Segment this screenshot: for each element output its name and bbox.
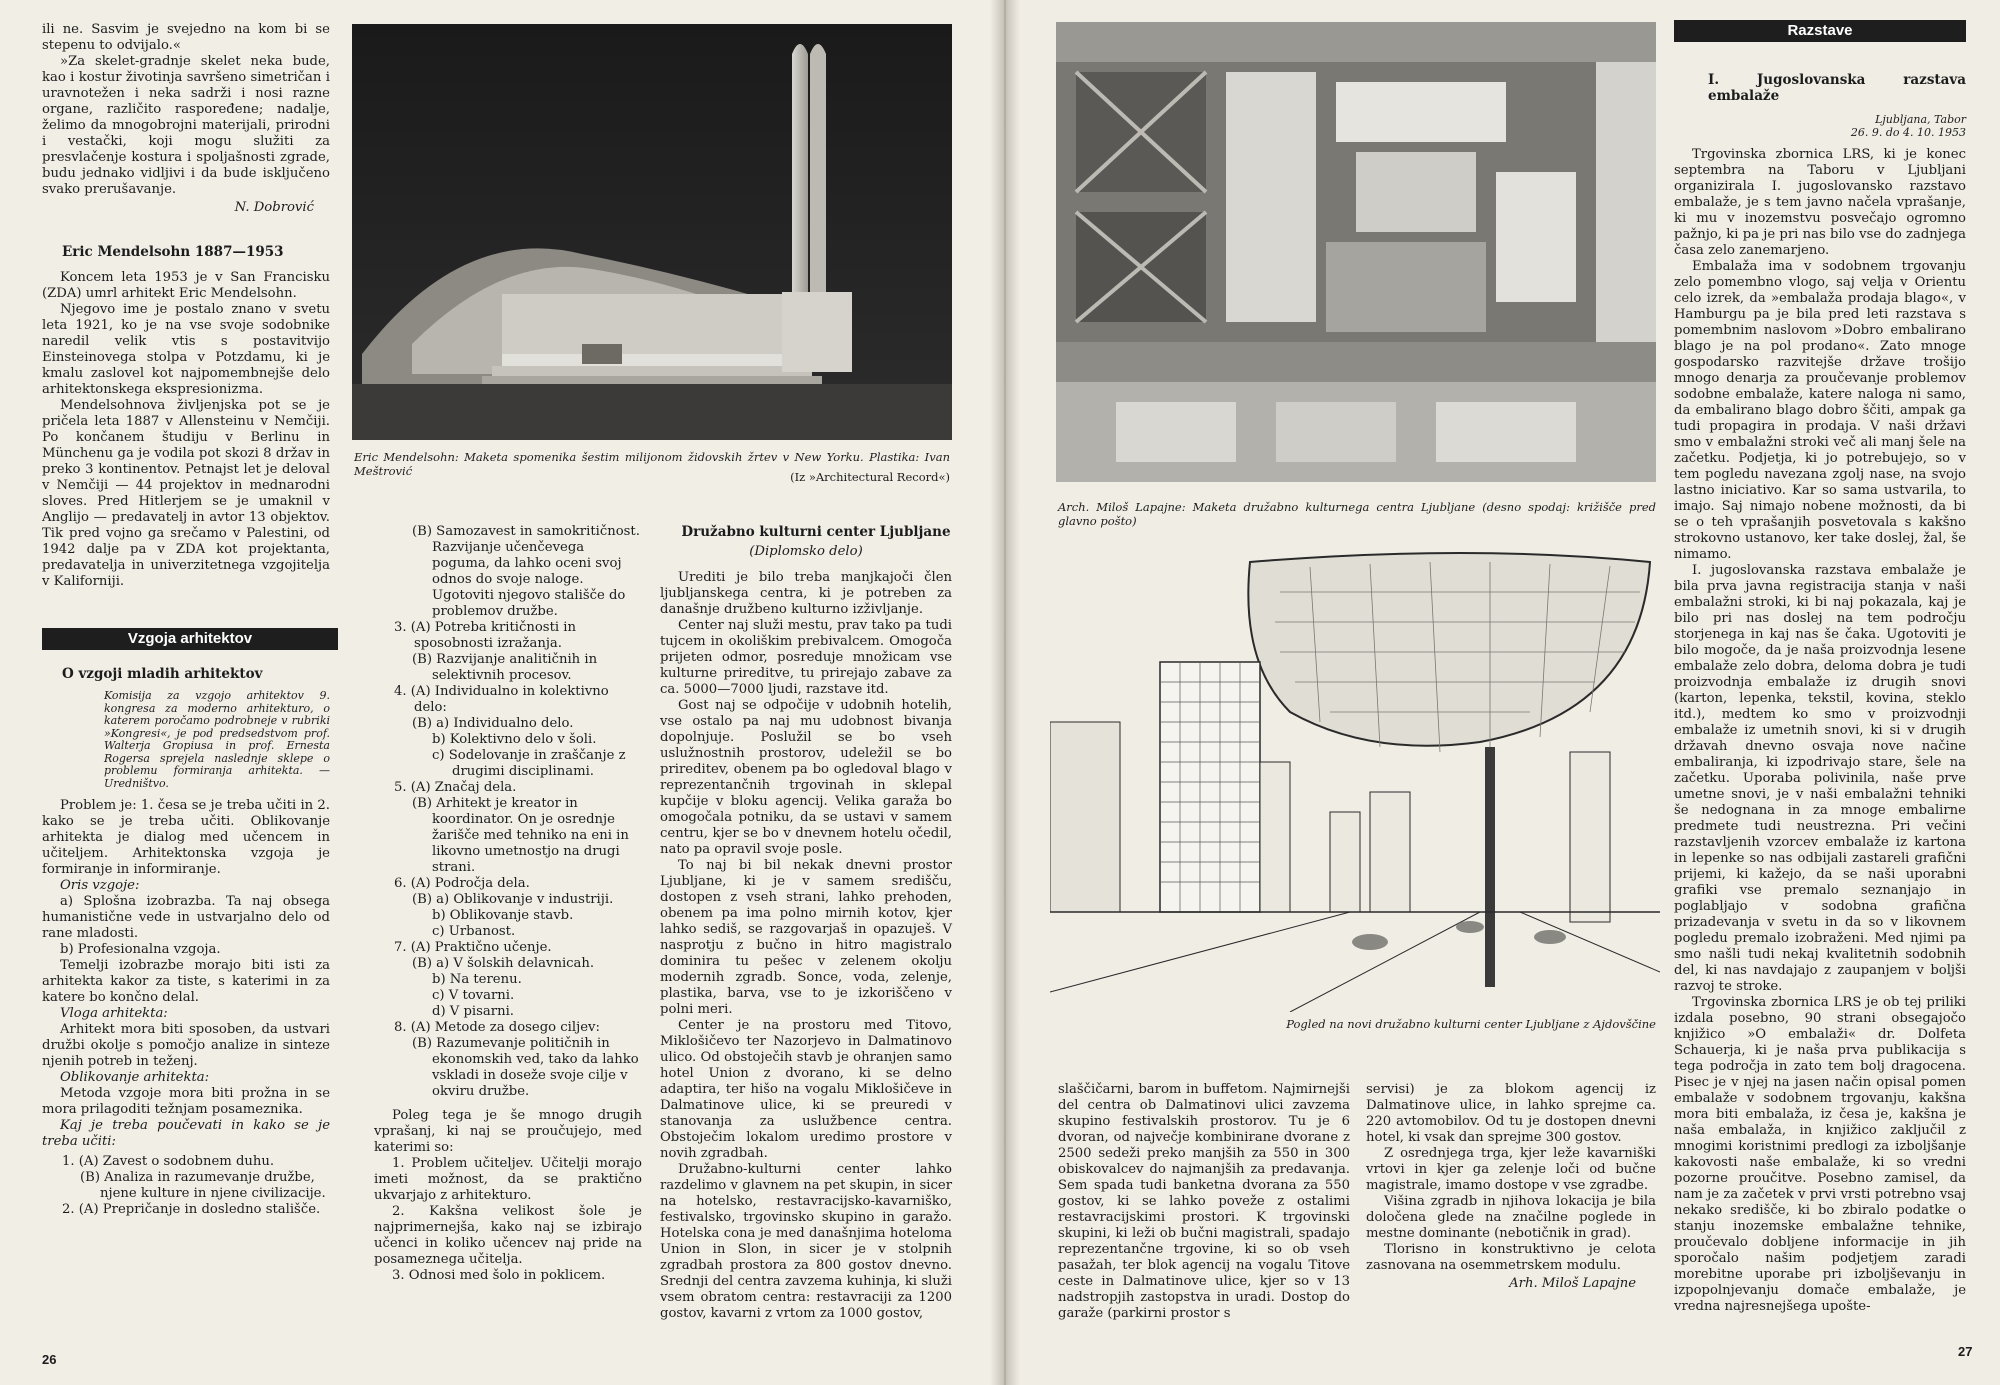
list-item: c) Urbanost.	[432, 924, 516, 939]
col2-after-para-4: 3. Odnosi med šolo in poklicem.	[392, 1268, 606, 1283]
list-item: (B) a) Oblikovanje v industriji.	[412, 892, 614, 907]
list-item: b) Oblikovanje stavb.	[432, 908, 574, 923]
col2-after-para-1: Poleg tega je še mnogo drugih vprašanj, ki naj se proučujejo, med katerimi so:	[374, 1108, 642, 1155]
left-column-1	[42, 22, 330, 1218]
page-number-right: 27	[1958, 1344, 1973, 1359]
razstave-para-2: Embalaža ima v sodobnem trgovanju zelo pomembno vlogo, saj velja v Orientu celo izrek, da »embalaža prodaja blago«, v Hamburgu pa je bila pred leti razstava s pomembnim naslovom »Dobro embalirano blago je na pol prodano«. Zato mnoge gospodarsko razvitejše države trošijo mnogo denarja za proučevanje problemov sodobne embalaže, katere naloga ni samo, da embalirano blago dobro ščiti, ampak ga tudi propagira in prodaja. V naši državi smo v embalažni stroki več ali manj šele na začetku. Podjetja, ki jo potrebujejo, so v tem pogledu navezana zgolj nase, na svojo lastno iniciativo. Kar so sama ustvarila, to imajo. Saj nimajo nobene možnosti, da bi se o teh vprašanjih posvetovala s kakšno strokovno ustanovo, ker take doslej, žal, še nimamo.	[1674, 259, 1966, 562]
oris-a: a) Splošna izobrazba. Ta naj obsega humanistične vede in ustvarjalno delo od rane mladosti.	[42, 894, 330, 941]
mendelsohn-para-2: Njegovo ime je postalo znano v svetu leta 1921, ko je na vse svoje sodobnike naredil velik vtis s postavitvijo Einsteinovega stolpa v Potzdamu, ki je kmalu zaslovel kot najpomembnejše delo arhitektonskega ekspresionizma.	[42, 302, 330, 397]
list-item: 4. (A) Individualno in kolektivno delo:	[394, 684, 609, 715]
intro-signature: N. Dobrović	[234, 200, 314, 215]
left-column-3	[660, 524, 952, 1322]
list-item: (B) Razvijanje analitičnih in selektivnih procesov.	[412, 652, 598, 683]
list-item: (B) a) Individualno delo.	[412, 716, 574, 731]
right-col2-signature: Arh. Miloš Lapajne	[1509, 1276, 1636, 1291]
vzgoja-list-start	[42, 1154, 330, 1218]
page-number-left: 26	[42, 1352, 57, 1367]
list-item: (B) Samozavest in samokritičnost. Razvijanje učenčevega poguma, da lahko oceni svoj odnos do svoje naloge. Ugotoviti njegovo stališče do problemov družbe.	[412, 524, 640, 619]
list-item: 6. (A) Področja dela.	[394, 876, 530, 891]
aerial-photo-caption: Arch. Miloš Lapajne: Maketa družabno kulturnega centra Ljubljane (desno spodaj: križišče pred glavno pošto)	[1058, 500, 1656, 528]
list-item: 1. (A) Zavest o sodobnem duhu.	[62, 1154, 275, 1169]
vzgoja-para-3: Arhitekt mora biti sposoben, da ustvari družbi okolje s pomočjo analize in sinteze njenih potreb in teženj.	[42, 1022, 330, 1069]
monument-photo-caption: Eric Mendelsohn: Maketa spomenika šestim milijonom židovskih žrtev v New Yorku. Plastika: Ivan Meštrović	[354, 450, 950, 478]
col2-after-para-3: 2. Kakšna velikost šole je najprimernejša, kako naj se izbirajo učenci in koliko učencev naj pride na posameznega učitelja.	[374, 1204, 642, 1267]
section-bar-vzgoja: Vzgoja arhitektov	[42, 628, 338, 650]
col2-after-para-2: 1. Problem učiteljev. Učitelji morajo imeti možnost, da se praktično ukvarjajo z arhitekturo.	[374, 1156, 642, 1203]
right-page	[1000, 0, 2000, 1385]
list-item: 2. (A) Prepričanje in dosledno stališče.	[62, 1202, 321, 1217]
vzgoja-para-1: Problem je: 1. česa se je treba učiti in 2. kako se je treba učiti. Oblikovanje arhitekta je dialog med učencem in učiteljem. Arhitektonska vzgoja je formiranje in informiranje.	[42, 798, 330, 877]
list-item: c) V tovarni.	[432, 988, 515, 1003]
vzgoja-list-continued	[374, 524, 642, 1100]
right-col2-para-4: Tlorisno in konstruktivno je celota zasnovana na osemmetrskem modulu.	[1366, 1242, 1656, 1273]
razstave-place: Ljubljana, Tabor	[1875, 113, 1966, 126]
right-column-1	[1058, 1082, 1350, 1322]
vzgoja-heading: O vzgoji mladih arhitektov	[62, 666, 263, 682]
mendelsohn-para-1: Koncem leta 1953 je v San Francisku (ZDA) umrl arhitekt Eric Mendelsohn.	[42, 270, 330, 301]
list-item: 3. (A) Potreba kritičnosti in sposobnosti izražanja.	[394, 620, 576, 651]
vloga-label: Vloga arhitekta:	[60, 1006, 168, 1021]
section-bar-razstave: Razstave	[1674, 20, 1966, 42]
druzabno-subheading: (Diplomsko delo)	[749, 544, 863, 559]
druzabno-para-5: Center je na prostoru med Titovo, Miklošičevo ter Nazorjevo in Dalmatinovo ulico. Od obstoječih stavb je ohranjen samo hotel Union z dvorano, ki se delno adaptira, ter hišo na vogalu Miklošičeve in Dalmatinove ulice, ki se preuredi v stanovanja za uslužbence centra. Obstoječim lokalom uredimo prostore v novih zgradbah.	[660, 1018, 952, 1161]
list-item: (B) Arhitekt je kreator in koordinator. On je osrednje žarišče med tehniko na eni in likovno umetnostjo na drugi strani.	[412, 796, 629, 875]
left-column-2	[374, 524, 642, 1284]
druzabno-para-2: Center naj služi mestu, prav tako pa tudi tujcem in okoliškim prebivalcem. Omogoča prijeten odmor, posreduje množicam vse kulturne prireditve, tu prirejajo zabave za ca. 5000—7000 ljudi, razstave itd.	[660, 618, 952, 697]
list-item: 7. (A) Praktično učenje.	[394, 940, 552, 955]
kaj-label: Kaj je treba poučevati in kako se je treba učiti:	[42, 1118, 330, 1149]
vzgoja-para-4: Metoda vzgoje mora biti prožna in se mora prilagoditi težnjam posameznika.	[42, 1086, 330, 1117]
intro-para-2: »Za skelet-gradnje skelet neka bude, kao i kostur životinja savršeno simetričan i uravnotežen i neka sadrži i nosi razne organe, različito raspoređene; nadalje, želimo da mnogobrojni materijali, prirodni i vestački, koji mogu služiti za presvlačenje kostura i spoljašnosti zgrade, budu jednako vidljivi i da bude isključeno svako prerušavanje.	[42, 54, 330, 197]
monument-model-image	[352, 24, 952, 440]
aerial-model-photo	[1056, 22, 1656, 482]
list-item: (B) a) V šolskih delavnicah.	[412, 956, 595, 971]
list-item: b) Kolektivno delo v šoli.	[432, 732, 597, 747]
perspective-drawing	[1050, 552, 1660, 1012]
razstave-date: 26. 9. do 4. 10. 1953	[1850, 125, 1966, 139]
right-col2-para-3: Višina zgradb in njihova lokacija je bila določena glede na značilne poglede in mestne dominante (nebotičnik in grad).	[1366, 1194, 1656, 1241]
list-item: b) Na terenu.	[432, 972, 522, 987]
vzgoja-para-2: Temelji izobrazbe morajo biti isti za arhitekta kakor za tiste, s katerimi in za katere bo končno delal.	[42, 958, 330, 1005]
razstave-heading: I. Jugoslovanska razstava embalaže	[1708, 72, 1966, 104]
monument-photo-credit: (Iz »Architectural Record«)	[790, 470, 950, 484]
oblikovanje-label: Oblikovanje arhitekta:	[60, 1070, 210, 1085]
intro-para-1: ili ne. Sasvim je svejedno na kom bi se stepenu to odvijalo.«	[42, 22, 330, 53]
aerial-model-image	[1056, 22, 1656, 482]
right-col1-para: slaščičarni, barom in buffetom. Najmirnejši del centra ob Dalmatinovi ulici zavzema skupino festivalskih prostorov. Tu je 6 dvoran, od največje kombinirane dvorane z 2500 sedeži preko manjših za 550 in 300 obiskovalcev do najmanjših za predavanja. Sem spada tudi banketna dvorana za 550 gostov, ki se lahko poveže z ostalimi restavracijskimi prostori. K trgovinski skupini, ki leži ob bučni magistrali, spadajo reprezentančne trgovine, ki so ob vseh pasažah, ter blok agencij na vogalu Titove ceste in Dalmatinove ulice, kjer so v 13 nadstropjih zastopstva in uradi. Dostop do garaže (parkirni prostor s	[1058, 1082, 1350, 1321]
druzabno-para-6: Družabno-kulturni center lahko razdelimo v glavnem na pet skupin, in sicer na hotelsko, restavracijsko-kavarniško, festivalsko, trgovinsko skupino in garažo. Hotelska cona je med današnjima hoteloma Union in Slon, in sicer je v stolpnih zgradbah prostora za 800 gostov dnevno. Srednji del centra zavzema kuhinja, ki služi vsem obratom centra: restavraciji za 1200 gostov, kavarni z vrtom za 1000 gostov,	[660, 1162, 952, 1321]
list-item: (B) Analiza in razumevanje družbe, njene kulture in njene civilizacije.	[80, 1170, 326, 1201]
mendelsohn-heading: Eric Mendelsohn 1887—1953	[62, 244, 284, 260]
monument-model-photo	[352, 24, 952, 440]
razstave-para-3: I. jugoslovanska razstava embalaže je bila prva javna registracija stanja v naši embalažni stroki, ki bi naj pokazala, kaj je bilo pri nas doslej na tem področju storjenega in kaj nas še čaka. Ugotoviti je bilo mogoče, da je naša proizvodnja lesene embalaže zelo dobra, deloma dobra je tudi proizvodnja embalaže iz drugih snovi (karton, lepenka, tekstil, kovina, steklo itd.), medtem ko smo v proizvodnji embalaže iz umetnih snovi, ki si v drugih državah dnevno osvaja nove načine embaliranja, ki izpodrivajo stare, šele na začetku. Uporaba polivinila, naše prve umetne snovi, je v naši embalažni tehniki še nedognana in za mnoge embalirne predmete tudi neustrezna. Pri večini razstavljenih vzorcev embalaže iz kartona in lepenke so nas odbijali zastareli grafični prijemi, ki kažejo, da se naši uporabni grafiki vse premalo seznanjajo in poglabljajo v sodobna grafična prizadevanja v svetu in da so v likovnem pogledu premalo izobraženi. Med njimi pa smo našli tudi nekaj kvalitetnih sodobnih del, ki nas navdajajo z zaupanjem v boljši razvoj te stroke.	[1674, 563, 1966, 994]
drawing-caption: Pogled na novi družabno kulturni center Ljubljane z Ajdovščine	[1286, 1017, 1656, 1031]
oris-b: b) Profesionalna vzgoja.	[60, 942, 221, 957]
list-item: c) Sodelovanje in zraščanje z drugimi disciplinami.	[432, 748, 626, 779]
druzabno-heading: Družabno kulturni center Ljubljane	[681, 524, 951, 540]
razstave-para-4: Trgovinska zbornica LRS je ob tej priliki izdala posebno, 90 strani obsegajočo knjižico »O embalaži« dr. Dolfeta Schauerja, ki je naša prva publikacija s tega področja in zato tem bolj dragocena. Pisec je v njej na jasen način opisal pomen embalaže v sodobnem trgovanju, kakšna mora biti embalaža, iz česa je, kakšna je naša embalaža, in knjižico zaključil z mnogimi koristnimi predlogi za izboljšanje kakovosti naše embalaže, ki so vredni pozorne proučitve. Posebno zamisel, da nam je za začetek v prvi vrsti potrebno vsaj nekako središče, ki bo zbiralo podatke o stanju inozemske embalažne tehnike, proučevalo dobljene informacije in jih sporočalo našim podjetjem zaradi morebitne uporabe pri izboljševanju in izpopolnjevanju domače embalaže, je vredna najresnejšega upošte-	[1674, 995, 1966, 1314]
list-item: d) V pisarni.	[432, 1004, 514, 1019]
right-column-3	[1674, 20, 1966, 1315]
right-col2-para-2: Z osrednjega trga, kjer leže kavarniški vrtovi in kjer ga zelenje loči od bučne magistrale, imamo dostope v vse zgradbe.	[1366, 1146, 1656, 1193]
perspective-drawing-image	[1050, 552, 1660, 1012]
list-item: 8. (A) Metode za dosego ciljev:	[394, 1020, 600, 1035]
druzabno-para-4: To naj bi bil nekak dnevni prostor Ljubljane, ki je v samem središču, dostopen z vseh strani, lahko prehoden, obenem pa ima polno mirnih kotov, kjer lahko sediš, se razgovarjaš in opazuješ. V nasprotju z bučno in hitro magistralo dominira tu pešec v zelenem okolju modernih zgradb. Sonce, voda, zelenje, plastika, barva, vse to je izkoriščeno v polni meri.	[660, 858, 952, 1017]
book-gutter	[990, 0, 1020, 1385]
right-column-2	[1366, 1082, 1656, 1292]
razstave-para-1: Trgovinska zbornica LRS, ki je konec septembra na Taboru v Ljubljani organizirala I. jugoslovansko razstavo embalaže, je s tem javno načela vprašanje, ki mu v inozemstvu posvečajo ogromno pažnjo, ki pa je pri nas bilo vse do zadnjega časa zelo zanemarjeno.	[1674, 147, 1966, 258]
vzgoja-intro-note: Komisija za vzgojo arhitektov 9. kongresa za moderno arhitekturo, o katerem poročamo podrobneje v rubriki »Kongresi«, je pod predsedstvom prof. Walterja Gropiusa in prof. Ernesta Rogersa sprejela naslednje sklepe o problemu formiranja arhitekta. — Uredništvo.	[104, 689, 330, 790]
mendelsohn-para-3: Mendelsohnova življenjska pot se je pričela leta 1887 v Allensteinu v Nemčiji. Po končanem študiju v Berlinu in Münchenu ga je vodila pot skozi 8 držav in preko 3 kontinentov. Petnajst let je deloval v Nemčiji — 44 projektov in mednarodni sloves. Pred Hitlerjem se je umaknil v Anglijo — predavatelj in avtor 13 objektov. Tik pred vojno ga srečamo v Palestini, od 1942 dalje pa v ZDA kot projektanta, predavatelja in univerzitetnega vzgojitelja v Kaliforniji.	[42, 398, 330, 589]
list-item: 5. (A) Značaj dela.	[394, 780, 517, 795]
druzabno-para-3: Gost naj se odpočije v udobnih hotelih, vse ostalo pa naj mu udobnost bivanja dopolnjuje. Poslužil se bo vseh uslužnostnih prostorov, udeležil se bo prireditev, obenem pa bo ogledoval blago v reprezentančnih trgovinah in sklepal kupčije v bloku agencij. Velika garaža bo omogočala potniku, da se ustavi v samem centru, kjer se bo v dnevnem hotelu očedil, nato pa opravil svoje posle.	[660, 698, 952, 857]
right-col2-para-1: servisi) je za blokom agencij iz Dalmatinove ulice, in lahko sprejme ca. 220 avtomobilov. Od tu je dostopen dnevni hotel, ki vsak dan sprejme 300 gostov.	[1366, 1082, 1656, 1145]
oris-label: Oris vzgoje:	[60, 878, 140, 893]
druzabno-para-1: Urediti je bilo treba manjkajoči člen ljubljanskega centra, ki je potreben za današnje družbeno kulturno izživljanje.	[660, 570, 952, 617]
list-item: (B) Razumevanje političnih in ekonomskih ved, tako da lahko vskladi in doseže svoje cilje v okviru družbe.	[412, 1036, 639, 1099]
